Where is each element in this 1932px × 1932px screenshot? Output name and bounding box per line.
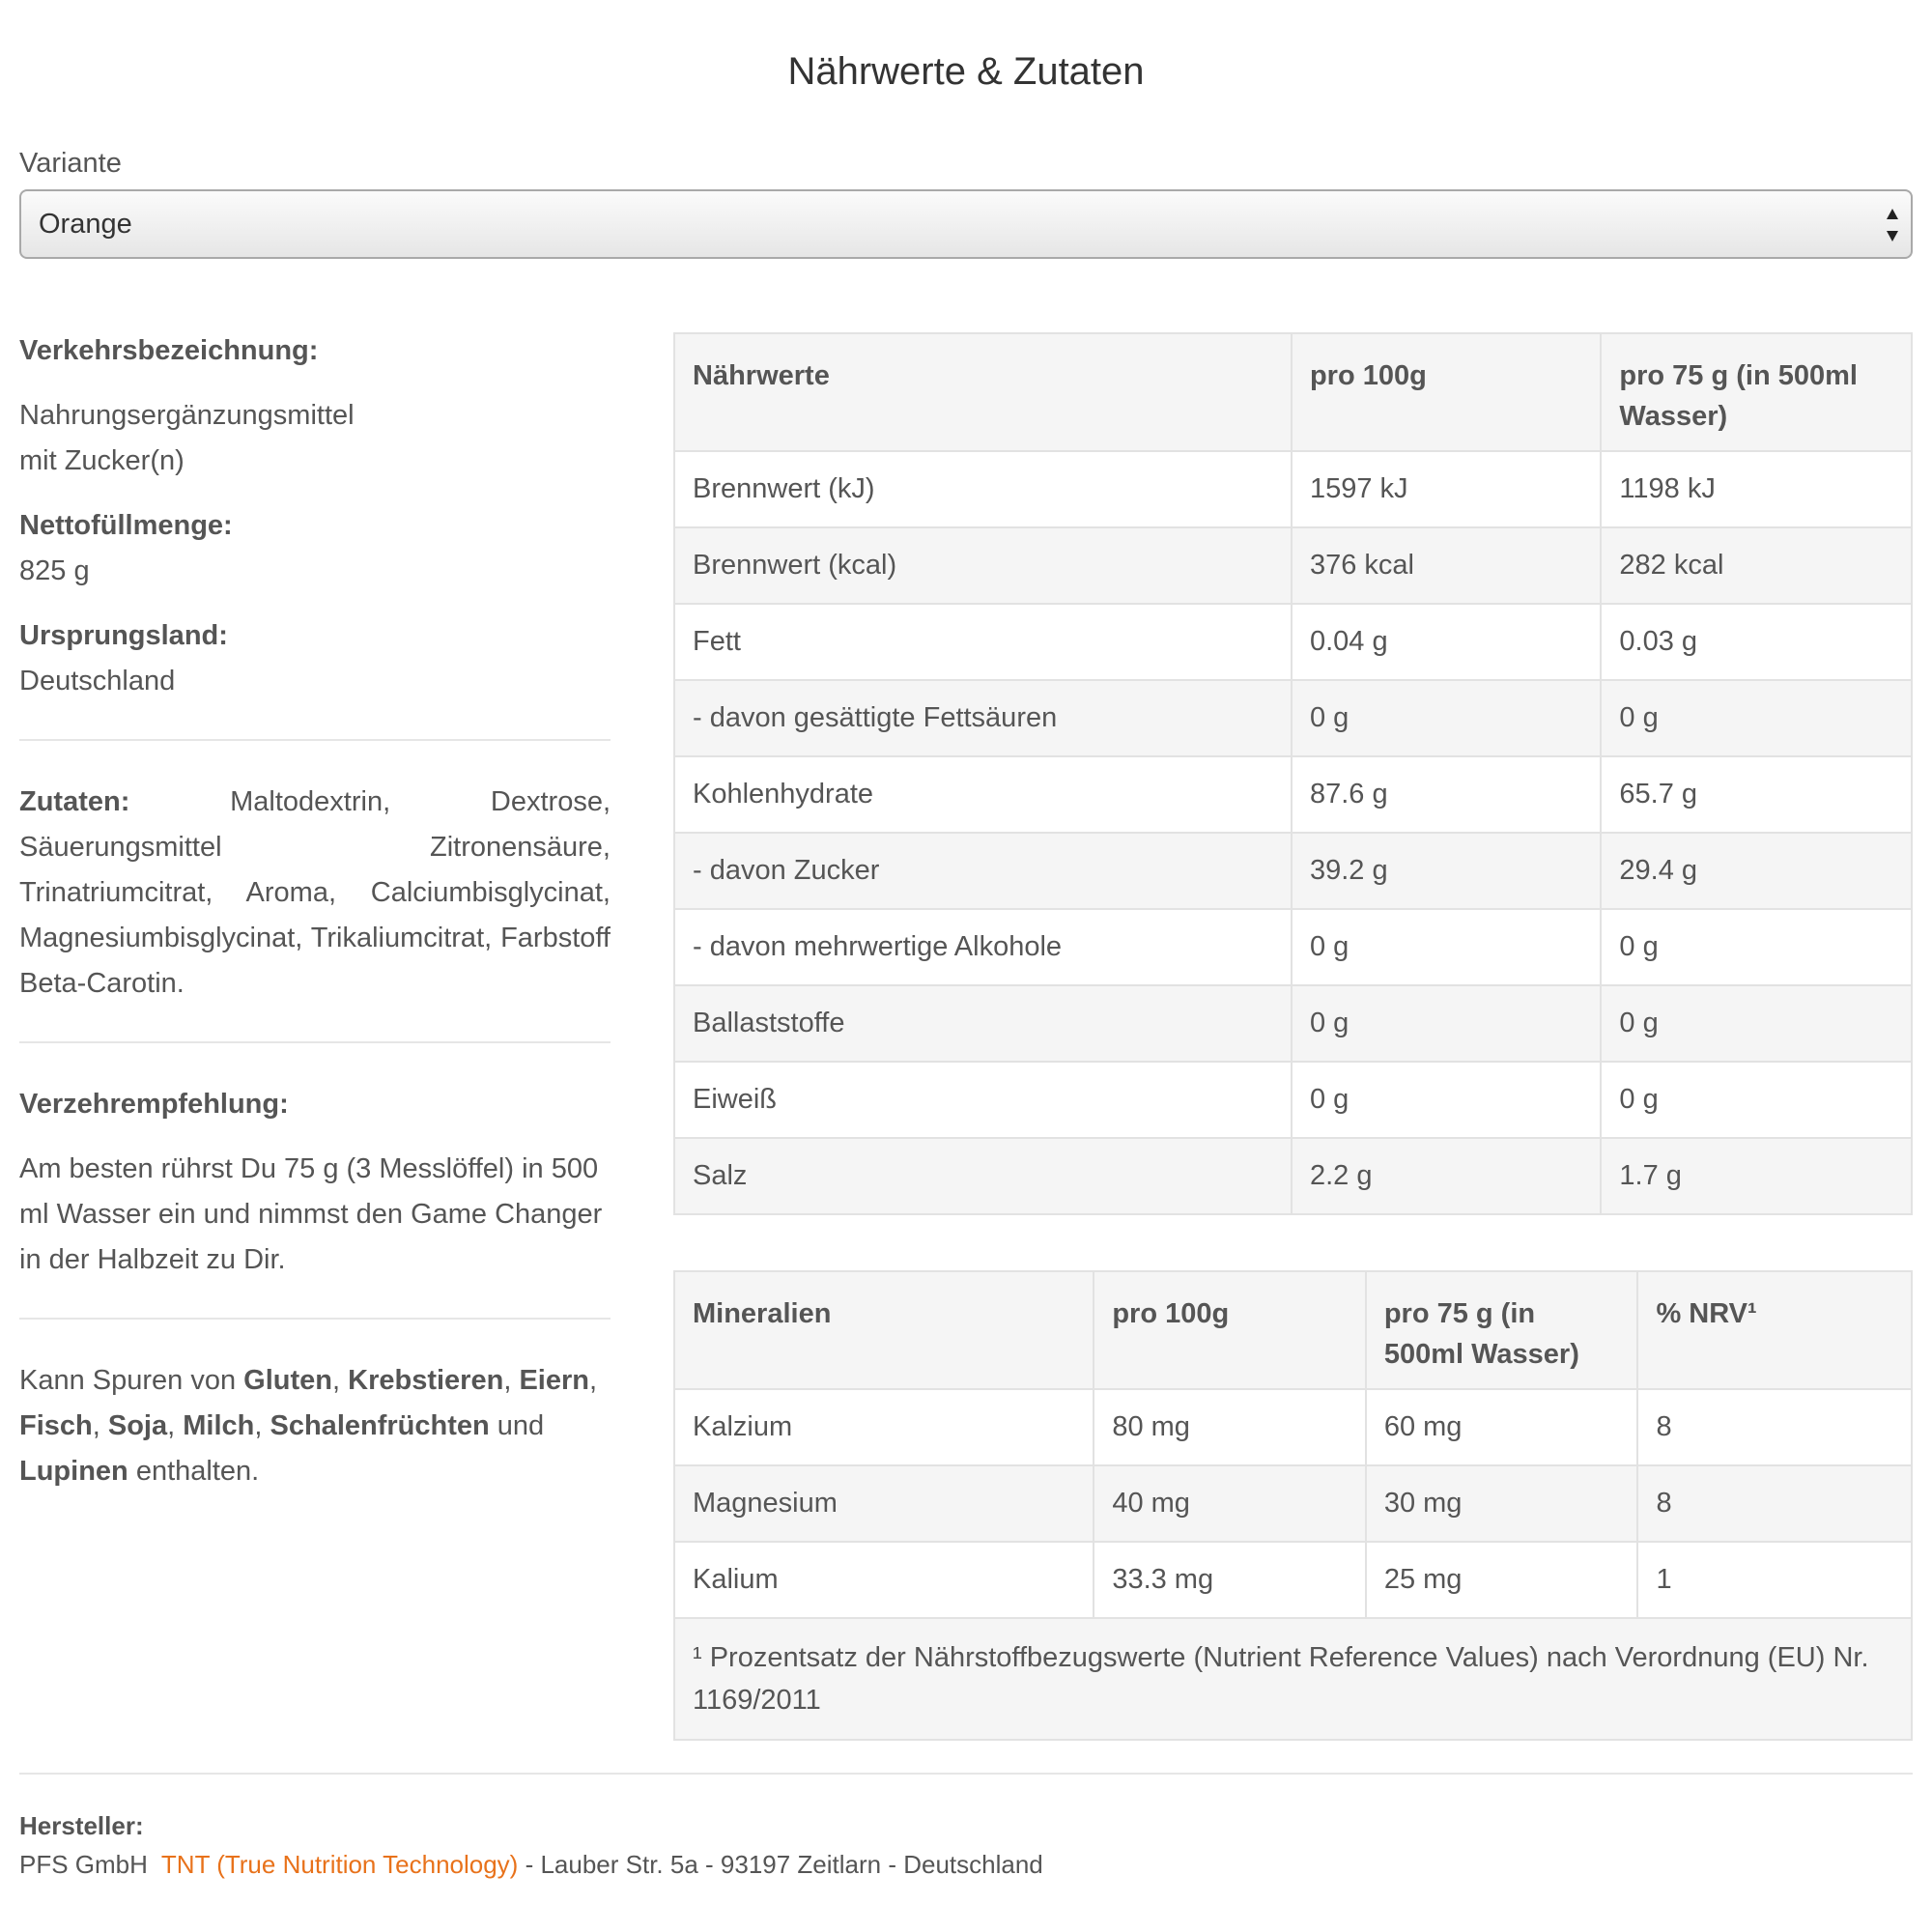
table-cell: 2.2 g xyxy=(1292,1138,1601,1214)
table-cell: 1.7 g xyxy=(1601,1138,1912,1214)
table-cell: 8 xyxy=(1637,1389,1912,1465)
table-cell: 1 xyxy=(1637,1542,1912,1618)
table-cell: Salz xyxy=(674,1138,1292,1214)
table-cell: 80 mg xyxy=(1094,1389,1366,1465)
table-cell: 0.04 g xyxy=(1292,604,1601,680)
allergen-milk: Milch xyxy=(183,1410,255,1441)
divider xyxy=(19,1318,611,1320)
table-row xyxy=(674,909,1912,985)
ingredients-text xyxy=(19,780,611,1007)
allergen-notice xyxy=(19,1358,611,1494)
table-cell: 1198 kJ xyxy=(1601,451,1912,527)
allergen-crustaceans: Krebstieren xyxy=(348,1365,504,1396)
allergen-eggs: Eiern xyxy=(519,1365,589,1396)
table-cell: Kalium xyxy=(674,1542,1094,1618)
table-cell: 33.3 mg xyxy=(1094,1542,1366,1618)
table-row xyxy=(674,451,1912,527)
table-row xyxy=(674,527,1912,604)
table-cell: 87.6 g xyxy=(1292,756,1601,833)
separator: , xyxy=(588,1365,598,1396)
select-arrows-icon xyxy=(1886,209,1899,242)
table-row xyxy=(674,604,1912,680)
variant-selected-value: Orange xyxy=(39,208,132,240)
product-info xyxy=(19,328,611,1494)
separator: , xyxy=(503,1365,520,1396)
separator: und xyxy=(489,1410,545,1441)
separator: , xyxy=(332,1365,349,1396)
variant-select[interactable] xyxy=(19,189,1913,259)
footnote: ¹ Prozentsatz der Nährstoffbezugswerte (Nutrient Reference Values) nach Verordnung (EU) Nr. 1169/2011 xyxy=(674,1618,1912,1740)
column-header: pro 75 g (in 500ml Wasser) xyxy=(1366,1271,1638,1389)
table-row xyxy=(674,1389,1912,1465)
table-cell: 0 g xyxy=(1601,680,1912,756)
table-row xyxy=(674,1542,1912,1618)
table-cell: 0.03 g xyxy=(1601,604,1912,680)
table-row xyxy=(674,756,1912,833)
table-cell: Kohlenhydrate xyxy=(674,756,1292,833)
net-quantity-label: Nettofüllmenge: xyxy=(19,510,233,541)
table-row xyxy=(674,1062,1912,1138)
divider xyxy=(19,739,611,741)
column-header: Mineralien xyxy=(674,1271,1094,1389)
divider xyxy=(19,1773,1913,1775)
ingredients-list: Maltodextrin, Dextrose, Säuerungsmittel Zitronensäure, Trinatriumcitrat, Aroma, Calciumbisglycinat, Magnesiumbisglycinat, Trikaliumcitrat, Farbstoff Beta-Carotin. xyxy=(19,786,611,999)
column-header: % NRV¹ xyxy=(1637,1271,1912,1389)
designation-line-2: mit Zucker(n) xyxy=(19,445,185,476)
column-header: pro 75 g (in 500ml Wasser) xyxy=(1601,333,1912,451)
recommendation-text: Am besten rührst Du 75 g (3 Messlöffel) in 500 ml Wasser ein und nimmst den Game Changer in der Halbzeit zu Dir. xyxy=(19,1153,603,1275)
table-cell: 60 mg xyxy=(1366,1389,1638,1465)
table-cell: 0 g xyxy=(1601,909,1912,985)
table-cell: 282 kcal xyxy=(1601,527,1912,604)
recommendation-label: Verzehrempfehlung: xyxy=(19,1089,289,1120)
designation-label: Verkehrsbezeichnung: xyxy=(19,335,319,366)
table-cell: - davon gesättigte Fettsäuren xyxy=(674,680,1292,756)
separator: , xyxy=(92,1410,108,1441)
nutrition-table xyxy=(673,332,1913,1215)
column-header: pro 100g xyxy=(1292,333,1601,451)
separator: , xyxy=(254,1410,270,1441)
table-cell: Brennwert (kcal) xyxy=(674,527,1292,604)
variant-label: Variante xyxy=(19,148,122,179)
table-cell: Ballaststoffe xyxy=(674,985,1292,1062)
table-row xyxy=(674,1465,1912,1542)
table-row xyxy=(674,985,1912,1062)
allergen-nuts: Schalenfrüchten xyxy=(270,1410,490,1441)
manufacturer-info xyxy=(19,1850,1043,1880)
table-cell: Kalzium xyxy=(674,1389,1094,1465)
table-cell: 40 mg xyxy=(1094,1465,1366,1542)
manufacturer-company: PFS GmbH xyxy=(19,1850,148,1879)
allergen-soy: Soja xyxy=(107,1410,168,1441)
table-cell: Brennwert (kJ) xyxy=(674,451,1292,527)
table-row xyxy=(674,833,1912,909)
manufacturer-brand-link[interactable]: TNT (True Nutrition Technology) xyxy=(160,1850,519,1879)
manufacturer-address: - Lauber Str. 5a - 93197 Zeitlarn - Deutschland xyxy=(518,1850,1043,1879)
table-cell: 65.7 g xyxy=(1601,756,1912,833)
allergen-lupins: Lupinen xyxy=(19,1456,128,1487)
column-header: pro 100g xyxy=(1094,1271,1366,1389)
table-cell: Eiweiß xyxy=(674,1062,1292,1138)
table-cell: Magnesium xyxy=(674,1465,1094,1542)
origin-value: Deutschland xyxy=(19,666,176,696)
table-cell: 0 g xyxy=(1292,680,1601,756)
table-row xyxy=(674,1138,1912,1214)
table-header-row xyxy=(674,333,1912,451)
manufacturer-label: Hersteller: xyxy=(19,1811,144,1840)
table-cell: 25 mg xyxy=(1366,1542,1638,1618)
table-cell: 376 kcal xyxy=(1292,527,1601,604)
table-header-row xyxy=(674,1271,1912,1389)
table-cell: - davon mehrwertige Alkohole xyxy=(674,909,1292,985)
net-quantity-value: 825 g xyxy=(19,555,90,586)
page-title: Nährwerte & Zutaten xyxy=(787,50,1145,93)
table-cell: 8 xyxy=(1637,1465,1912,1542)
origin-label: Ursprungsland: xyxy=(19,620,228,651)
table-cell: 39.2 g xyxy=(1292,833,1601,909)
allergen-fish: Fisch xyxy=(19,1410,93,1441)
allergen-text: Kann Spuren von xyxy=(19,1365,244,1396)
table-cell: 0 g xyxy=(1601,985,1912,1062)
table-cell: - davon Zucker xyxy=(674,833,1292,909)
table-cell: Fett xyxy=(674,604,1292,680)
table-row xyxy=(674,680,1912,756)
ingredients-label: Zutaten: xyxy=(19,786,130,817)
table-cell: 1597 kJ xyxy=(1292,451,1601,527)
table-cell: 0 g xyxy=(1601,1062,1912,1138)
table-cell: 0 g xyxy=(1292,1062,1601,1138)
minerals-table xyxy=(673,1270,1913,1741)
table-cell: 0 g xyxy=(1292,909,1601,985)
separator: , xyxy=(167,1410,184,1441)
allergen-text: enthalten. xyxy=(128,1456,260,1487)
table-cell: 29.4 g xyxy=(1601,833,1912,909)
designation-line-1: Nahrungsergänzungsmittel xyxy=(19,400,355,431)
footnote-row xyxy=(674,1618,1912,1740)
allergen-gluten: Gluten xyxy=(243,1365,333,1396)
column-header: Nährwerte xyxy=(674,333,1292,451)
table-cell: 0 g xyxy=(1292,985,1601,1062)
divider xyxy=(19,1041,611,1043)
table-cell: 30 mg xyxy=(1366,1465,1638,1542)
